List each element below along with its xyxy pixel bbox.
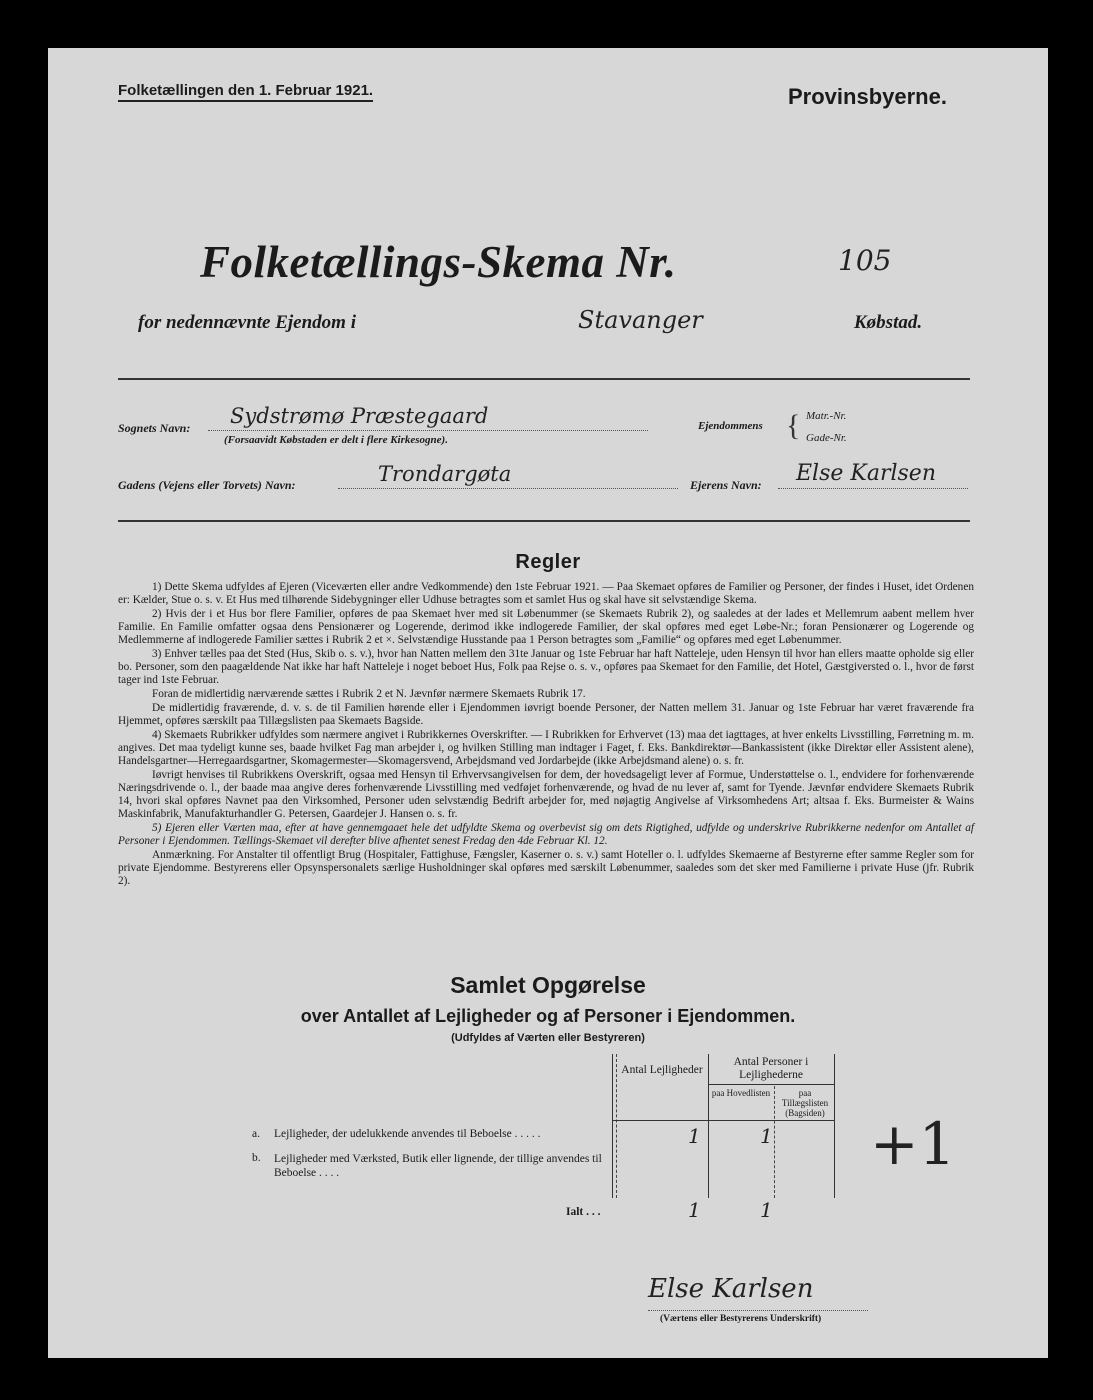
divider-fields xyxy=(118,520,970,522)
signature-dotline xyxy=(648,1310,868,1311)
col-lejligheder-header: Antal Lejligheder xyxy=(621,1064,703,1076)
table-border-right xyxy=(834,1054,835,1198)
subtitle-prefix: for nedennævnte Ejendom i xyxy=(138,312,356,333)
summary-note: (Udfyldes af Værten eller Bestyreren) xyxy=(451,1032,645,1044)
ejer-value-handwritten: Else Karlsen xyxy=(796,461,936,486)
table-border-left xyxy=(612,1054,613,1198)
regler-text xyxy=(118,581,974,889)
ialt-lejligheder-hw: 1 xyxy=(688,1198,701,1222)
signature-caption: (Værtens eller Bestyrerens Underskrift) xyxy=(660,1314,822,1324)
rule-4-note: Iøvrigt henvises til Rubrikkens Overskrift, ogsaa med Hensyn til Erhvervsangivelsen for dem, der hovedsageligt lever af Formue, Understøttelse o. l., endvidere for forhenværende Næringsdrivende o. l., der baade maa angive deres forhenværende Livsstilling med vedføjet forhenværende, og hvad de nu lever af, samt for Tyende. Jævnfør endvidere Skemaets Rubrik 14, hvori skal opføres Navnet paa den Virksomhed, Personer uden selvstændig Bedrift arbejder for, med nøjagtig Angivelse af Virksomhedens Art; altsaa f. Eks. Burmeister & Wains Maskinfabrik, Manufakturhandler G. Petersen, Gaardejer J. Hansen o. s. fr. xyxy=(118,769,974,820)
sogn-note: (Forsaavidt Købstaden er delt i flere Kirkesogne). xyxy=(224,434,448,446)
regler-heading: Regler xyxy=(515,551,581,573)
gade-dotline xyxy=(338,488,678,489)
ialt-label: Ialt . . . xyxy=(566,1206,601,1218)
row-a-lejligheder-hw: 1 xyxy=(688,1124,701,1148)
sogn-value-handwritten: Sydstrømø Præstegaard xyxy=(230,404,489,428)
form-number-handwritten: 105 xyxy=(838,244,892,277)
gade-label: Gadens (Vejens eller Torvets) Navn: xyxy=(118,478,296,492)
gade-nr-label: Gade-Nr. xyxy=(806,432,847,444)
rule-4: 4) Skemaets Rubrikker udfyldes som nærmere angivet i Rubrikkernes Overskrifter. — I Rubrikken for Erhvervet (13) maa det iagttages, at hver enkelts Livsstilling, Førretning m. m. angives. Det maa tydeligt kunne ses, baade hvilket Fag man arbejder i, og hvilken Stilling man indtager i Faget, f. Eks. Bankdirektør—Bankassistent (ikke Direktør eller Assistent alene), Handelsgartner—Herregaardsgartner, Skomagermester—Skomagersvend, Arbejdsmand ved Jordarbejde (ikke Arbejdsmand alene) o. s. fr. xyxy=(118,729,974,767)
gade-value-handwritten: Trondargøta xyxy=(378,462,512,486)
ejer-label: Ejerens Navn: xyxy=(690,478,762,492)
col-personer-header: Antal Personer i Lejlighederne xyxy=(733,1056,809,1081)
col-tillaegslisten-header: paa Tillægslisten (Bagsiden) xyxy=(781,1088,829,1118)
table-head-line xyxy=(612,1120,834,1121)
rule-2: 2) Hvis der i et Hus bor flere Familier, opføres de paa Skemaet hver med sit Løbenummer (se Skemaets Rubrik 2), og saaledes at der lades et Mellemrum aabent mellem hver Familie. En Familie omfatter ogsaa dens Pensionærer og Logerende, derimod ikke indlogerede Familier, der skal opføres med eget Løbe-Nr.; foran Pensionærer og Logerende og Medlemmerne af indlogerede Familier sættes i Rubrik 2 et ×. Selvstændige Husstande paa 1 Person betragtes som „Familie“ og opføres med eget Løbenummer. xyxy=(118,608,974,646)
row-b-label: Lejligheder med Værksted, Butik eller lignende, der tillige anvendes til Beboelse . . . . xyxy=(274,1153,602,1179)
form-title: Folketællings-Skema Nr. xyxy=(200,237,677,287)
rule-3: 3) Enhver tælles paa det Sted (Hus, Skib o. s. v.), hvor han Natten mellem den 31te Januar og 1ste Februar har haft Natteleje, uden Hensyn til hvor han ellers maatte opholde sig eller bo. Personer, som den paagældende Nat ikke har haft Natteleje i noget beboet Hus, Folk paa Rejse o. s. v., opføres paa Skemaet for den Familie, det Hotel, Gæstgiversted o. l., hvor de først tager ind 1ste Februar. xyxy=(118,648,974,686)
rule-1: 1) Dette Skema udfyldes af Ejeren (Viceværten eller andre Vedkommende) den 1ste Februar 1921. — Paa Skemaet opføres de Familier og Personer, der findes i Huset, idet Ordenen er: Kælder, Stue o. s. v. Et Hus med tilhørende Sidebygninger eller Udhuse betragtes som et samlet Hus og skal have sit selvstændige Skema. xyxy=(118,581,974,606)
row-a-label: Lejligheder, der udelukkende anvendes til Beboelse . . . . . xyxy=(274,1128,541,1140)
ejer-dotline xyxy=(778,488,968,489)
table-dash-2 xyxy=(774,1086,775,1198)
row-a-hovedlisten-hw: 1 xyxy=(760,1124,773,1148)
margin-note-handwritten: +1 xyxy=(870,1110,956,1178)
rule-3-note-a: Foran de midlertidig nærværende sættes i Rubrik 2 et N. Jævnfør nærmere Skemaets Rubrik 17. xyxy=(152,688,586,700)
sogn-label: Sognets Navn: xyxy=(118,421,191,435)
table-subhead-line xyxy=(708,1084,834,1085)
summary-title: Samlet Opgørelse xyxy=(450,972,646,998)
subtitle-suffix: Købstad. xyxy=(854,312,923,333)
col-hovedlisten-header: paa Hovedlisten xyxy=(711,1088,771,1098)
rule-3-note-b: De midlertidig fraværende, d. v. s. de til Familien hørende eller i Ejendommen iøvrigt boende Personer, der Natten mellem 31. Januar og 1ste Februar har været fraværende fra Hjemmet, opføres særskilt paa Tillægslisten paa Skemaets Bagside. xyxy=(118,702,974,727)
matr-label: Matr.-Nr. xyxy=(806,410,847,422)
row-a-letter: a. xyxy=(252,1128,260,1140)
ialt-hovedlisten-hw: 1 xyxy=(760,1198,773,1222)
sogn-dotline xyxy=(208,430,648,431)
form-header-region: Provinsbyerne. xyxy=(788,84,947,109)
divider-top xyxy=(118,378,970,380)
summary-subtitle: over Antallet af Lejligheder og af Personer i Ejendommen. xyxy=(300,1006,796,1026)
brace-icon: { xyxy=(786,409,801,442)
city-handwritten: Stavanger xyxy=(578,306,703,334)
ejendom-label: Ejendommens xyxy=(698,420,763,432)
signature-handwritten: Else Karlsen xyxy=(648,1274,814,1304)
census-form-page xyxy=(48,48,1048,1358)
anmaerkning: Anmærkning. For Anstalter til offentligt Brug (Hospitaler, Fattighuse, Fængsler, Kaserner o. s. v.) samt Hoteller o. l. udfyldes Skemaerne af Bestyrerne efter samme Regler som for private Ejendomme. Bestyrerens eller Opsynspersonalets særlige Husholdninger skal opføres med særskilt Løbenummer, saaledes som det sker med Familierne i private Huse (jfr. Rubrik 2). xyxy=(118,849,974,887)
form-header-date: Folketællingen den 1. Februar 1921. xyxy=(118,82,373,102)
row-b-letter: b. xyxy=(252,1152,261,1164)
rule-5: 5) Ejeren eller Værten maa, efter at have gennemgaaet hele det udfyldte Skema og overbevist sig om dets Rigtighed, udfylde og underskrive Rubrikkerne nedenfor om Antallet af Personer i Ejendommen. Tællings-Skemaet vil derefter blive afhentet senest Fredag den 4de Februar Kl. 12. xyxy=(118,822,974,847)
